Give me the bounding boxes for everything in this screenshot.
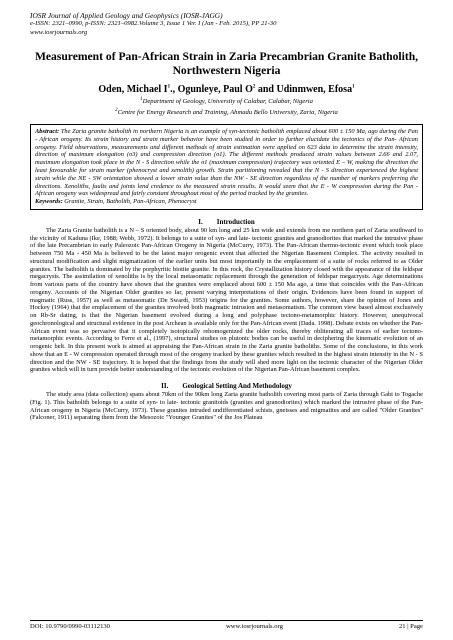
author-list (30, 84, 423, 95)
affiliation-2-sup: 2 (115, 107, 118, 113)
page-footer (30, 620, 423, 630)
journal-header (30, 12, 423, 37)
abstract-text: The Zaria granite batholith in northern Nigeria is an example of syn-tectonic batholith emplaced about 600 ± 150 Ma, ago during the Pan - African orogeny. Its strain history and strain marker behavior have been studied in order to further elucidate the tectonics of the Pan- African orogeny. Field observations, measurements and different methods of strain estimation were applied on 623 data to determine the strain intensity, direction of maximum elongation (σ3) and compression direction (σ1). The different methods produced strain values between 2.66 and 2.07, maximum elongation took place in the N - S direction while the σ1 (maximum compression) trajectory was oriented E – W, making the direction the least favourable for strain marker (phenocryst and xenolith) growth. Strain partitioning revealed that the N - S direction experienced the highest strain while the NE - SW orientation showed a lower strain value than the NW - SE direction regardless of the number of markers preferring the directions. Xenoliths, faults and joints lend credence to the measured strain results. It would seem that the E - W compression during the Pan - African orogeny was widespread and fairly constant throughout most of the period tracked by the granites. (35, 128, 418, 198)
affiliation-1-text: Department of Geology, University of Calabar, Calabar, Nigeria (142, 98, 313, 106)
section-1-number: I. (198, 217, 203, 226)
author-3: and Udinmwen, Efosa (255, 84, 353, 96)
footer-doi: DOI: 10.9790/0990-03112130 (30, 623, 110, 630)
author-2-sup: 2 (252, 84, 256, 90)
section-2-title: Geological Setting And Methodology (182, 382, 292, 391)
section-2-number: II. (161, 382, 169, 391)
section-heading-geology (30, 382, 423, 390)
footer-website[interactable]: www.iosrjournals.org (225, 623, 283, 630)
journal-issn: e-ISSN: 2321–0990, p-ISSN: 2321–0982.Volume 3, Issue 1 Ver. I (Jan - Feb. 2015), PP 21-30 (30, 20, 277, 28)
paper-title: Measurement of Pan-African Strain in Zaria Precambrian Granite Batholith, Northwestern Nigeria (34, 50, 419, 77)
author-2: ., Ogunleye, Paul O (170, 84, 253, 96)
affiliation-2 (30, 107, 423, 117)
author-1: Oden, Michael I (98, 84, 168, 96)
abstract-label: Abstract: (35, 128, 60, 135)
author-3-sup: 1 (352, 84, 355, 90)
journal-website[interactable]: www.iosrjournals.org (30, 28, 88, 36)
keywords-label: Keywords: (35, 198, 63, 206)
affiliation-1 (30, 96, 423, 106)
introduction-paragraph: The Zaria Granite batholith is a N – S oriented body, about 90 km long and 25 km wide and extends from me northern part of Zaria southward to the vicinity of Kaduna (Ike, 1988; Webb, 1972). It belongs to a suite of syn- and late- tectonic granites and granodiorites that marked the intrusive phase of the late Precambrian to early Paleozoic Pan-African Orogeny in Nigeria (McCurry, 1973). The Pan-African thermo-tectonic event which took place between 750 Ma - 450 Ma is believed to be the latest major orogenic event that affected the Nigerian Basement Complex. The activity resulted in structural modification and slight migmatization of the earlier units but most importantly in the emplacement of a suite of rocks referred to as Older granites. The batholith is dominated by the porphyritic biotite granite. In this rock, the Crystallization history closed with the appearance of the feldspar megacrysts. The assimilation of xenoliths is by the local metasomatic replacement through the generation of feldspar megacrysts. Age determinations from various parts of the country have shown that the granites were emplaced about 600 ± 150 Ma ago, a time that coincides with the Pan-African orogeny. Accounts of the Nigerian Older granites so far, present varying interpretations of their origin. Evidences have been found in support of magmatic (Russ, 1957) as well as metasomatic (De Swardt, 1953) origins for the granites. Some authors, however, share the opinion of Jones and Hockey (1964) that the emplacement of the granites involved both magmatic intrusion and metasomatism. The common view based almost exclusively on Rb-Sr dating, is that the Nigerian basement evolved during a long and polyphase tectono-metamorphic history. However, unequivocal geochronological and structural evidence in the post Archean is available only for the Pan-African event (Dada. 1998). Debate exists on whether the Pan-African event was so pervasive that it completely isotopically rehomogenized the older rocks, thereby obliterating all traces of earlier tectono-metamorphic events. According to Ferre et al., (1997), structural studies on plutonic bodies can be useful in deciphering the kinematic evolution of an orogenic belt. In this present work is aimed at appraising the Pan-African strain in the Zaria granite batholiths. Some of the conclusions, in this work show that an E - W compression operated through most of the orogeny tracked by these granites which resulted in the highest strain intensity in the N - S direction and the NW - SE trajectory. It is hoped that the findings from the study will shed more light on the tectonic character of the Nigerian Older granites which will in turn provide better understanding of the tectonic evolution of the Nigerian Pan-African basement complex. (30, 226, 423, 374)
footer-page-number: 21 | Page (398, 623, 423, 630)
abstract-box (30, 124, 423, 210)
author-1-sup: 1 (167, 84, 171, 90)
affiliation-1-sup: 1 (140, 97, 143, 103)
journal-name: IOSR Journal of Applied Geology and Geophysics (IOSR-JAGG) (30, 11, 223, 20)
keywords-text: Granite, Strain, Batholith, Pan-African, Phenocryst (62, 198, 197, 206)
section-1-title: Introduction (216, 217, 255, 226)
affiliations (30, 96, 423, 117)
geology-paragraph: The study area (data collection) spans about 70km of the 90km long Zaria granite batholith covering most parts of Zaria through Gabi to Togache (Fig. 1). This batholith belongs to a suite of syn- to late- tectonic granitoids (granites and granodiorites) which marked the intrusive phase of the Pan-African orogeny in Nigeria (McCurry, 1973). These granites intruded undifferentiated schists, gneisses and migmatites and are called "Older Granites" (Falconer, 1911) separating them from the Mesozoic "Younger Granites" of the Jos Plateau (30, 391, 423, 422)
keywords (35, 198, 418, 206)
section-heading-introduction (30, 218, 423, 226)
affiliation-2-text: Centre for Energy Research and Training, Ahmadu Bello University, Zaria, Nigeria (117, 108, 338, 116)
abstract (35, 128, 418, 198)
